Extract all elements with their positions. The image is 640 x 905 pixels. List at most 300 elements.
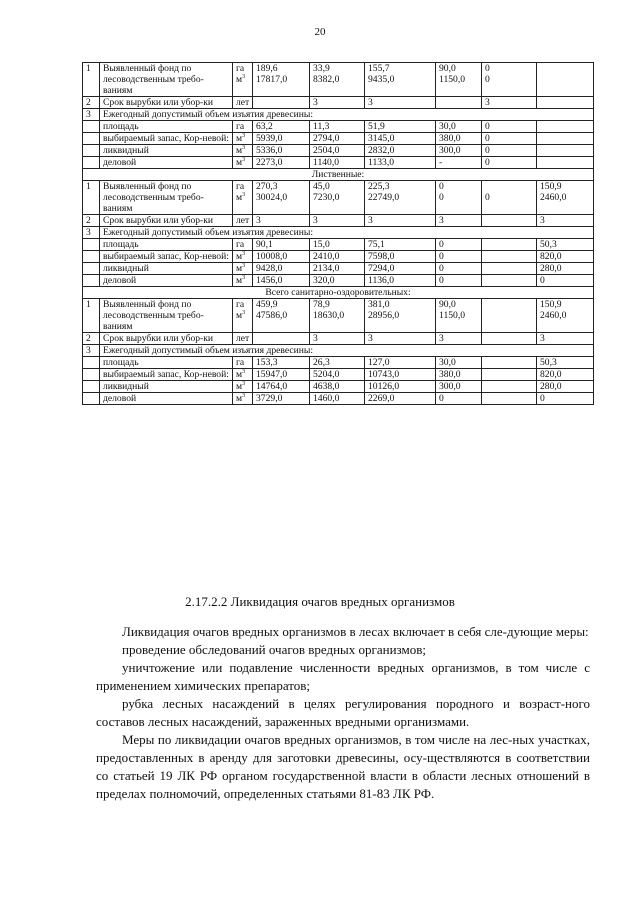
table-row xyxy=(83,109,594,121)
value-cell xyxy=(482,263,537,275)
table-row xyxy=(83,145,594,157)
unit-label: $м^3$ xyxy=(236,275,246,286)
value-cell xyxy=(436,121,482,133)
value-line: 1136,0 xyxy=(368,275,395,286)
table-row xyxy=(83,287,594,299)
indicator-name-cell: ликвидный xyxy=(100,145,233,157)
value-line: 155,7 xyxy=(368,63,390,74)
value-cell xyxy=(482,133,537,145)
value-line xyxy=(485,299,533,310)
value-line: 189,6 xyxy=(256,63,278,74)
value-cell xyxy=(436,63,482,97)
table-row xyxy=(83,263,594,275)
section-title-cell: Всего санитарно-оздоровительных: xyxy=(83,287,594,299)
value-cell xyxy=(253,263,310,275)
indicator-name-cell: площадь xyxy=(100,239,233,251)
value-cell xyxy=(310,145,365,157)
value-cell xyxy=(253,275,310,287)
value-cell xyxy=(253,357,310,369)
value-line: 0 xyxy=(540,393,545,404)
value-cell xyxy=(365,239,436,251)
row-number-cell xyxy=(83,157,100,169)
value-cell xyxy=(436,215,482,227)
value-cell xyxy=(365,381,436,393)
value-line: 5204,0 xyxy=(313,369,340,380)
value-line: 15,0 xyxy=(313,239,330,250)
paragraph: Меры по ликвидации очагов вредных организмов, в том числе на лес-ных участках, предоставленных в аренду для заготовки древесины, осу-ществляются в соответствии со статьей 19 ЛК РФ органом государственной власти в области лесных отношений в пределах полномочий, определенных статьями 81-83 ЛК РФ. xyxy=(96,732,590,801)
value-cell xyxy=(310,239,365,251)
value-cell xyxy=(253,145,310,157)
indicator-name-cell: деловой xyxy=(100,157,233,169)
value-cell xyxy=(537,357,594,369)
value-cell xyxy=(482,369,537,381)
value-cell xyxy=(537,263,594,275)
value-line: - xyxy=(439,157,443,168)
value-line: 90,1 xyxy=(256,239,273,250)
row-number-cell: 1 xyxy=(83,181,100,215)
value-cell xyxy=(436,97,482,109)
value-cell xyxy=(537,97,594,109)
value-line: 0 xyxy=(485,145,490,156)
value-line: 380,0 xyxy=(439,133,461,144)
value-line: 280,0 xyxy=(540,263,562,274)
indicator-name-cell: Выявленный фонд по лесоводственным требо-ваниям xyxy=(100,299,233,333)
value-cell xyxy=(253,299,310,333)
table-row xyxy=(83,133,594,145)
value-cell xyxy=(482,357,537,369)
value-cell xyxy=(537,299,594,333)
value-line: 380,0 xyxy=(439,369,461,380)
value-cell xyxy=(482,181,537,215)
value-cell xyxy=(310,215,365,227)
value-cell xyxy=(436,299,482,333)
value-line: 3145,0 xyxy=(368,133,395,144)
value-cell xyxy=(253,181,310,215)
value-cell xyxy=(310,381,365,393)
value-cell xyxy=(482,333,537,345)
value-line xyxy=(485,381,533,392)
value-cell xyxy=(537,181,594,215)
value-cell xyxy=(365,145,436,157)
value-line: 18630,0 xyxy=(313,310,345,321)
value-cell xyxy=(310,275,365,287)
value-line xyxy=(256,97,306,108)
unit-cell xyxy=(233,275,253,287)
value-cell xyxy=(436,275,482,287)
value-line xyxy=(485,369,533,380)
value-cell xyxy=(537,381,594,393)
value-line: 3 xyxy=(313,333,318,344)
unit-label: $м^3$ xyxy=(236,393,246,404)
value-line: 0 xyxy=(439,239,444,250)
value-line xyxy=(540,63,590,74)
value-line: 0 xyxy=(439,263,444,274)
table-row xyxy=(83,121,594,133)
value-line: 3 xyxy=(313,97,318,108)
table-row xyxy=(83,393,594,405)
value-line: 1133,0 xyxy=(368,157,395,168)
value-line: 11,3 xyxy=(313,121,330,132)
indicator-name-cell: выбираемый запас, Кор-невой: xyxy=(100,369,233,381)
value-cell xyxy=(365,157,436,169)
indicator-name-cell: Срок вырубки или убор-ки xyxy=(100,97,233,109)
value-line: 30,0 xyxy=(439,357,456,368)
value-line: 26,3 xyxy=(313,357,330,368)
value-cell xyxy=(253,393,310,405)
value-line: 0 xyxy=(485,74,490,85)
value-line xyxy=(540,97,590,108)
value-line xyxy=(485,310,533,321)
value-cell xyxy=(365,333,436,345)
value-cell xyxy=(365,97,436,109)
value-line: 150,9 xyxy=(540,299,562,310)
value-cell xyxy=(436,251,482,263)
value-line: 50,3 xyxy=(540,239,557,250)
table-row xyxy=(83,299,594,333)
unit-cell xyxy=(233,239,253,251)
value-cell xyxy=(537,393,594,405)
unit-cell xyxy=(233,381,253,393)
value-line: 280,0 xyxy=(540,381,562,392)
value-cell xyxy=(365,63,436,97)
value-line: 5939,0 xyxy=(256,133,283,144)
value-line xyxy=(485,275,533,286)
value-cell xyxy=(365,393,436,405)
table-row xyxy=(83,157,594,169)
unit-label: $м^3$ xyxy=(236,263,246,274)
value-line: 300,0 xyxy=(439,145,461,156)
row-number-cell xyxy=(83,133,100,145)
value-cell xyxy=(482,63,537,97)
row-number-cell xyxy=(83,393,100,405)
value-cell xyxy=(537,157,594,169)
value-line: 0 xyxy=(485,157,490,168)
value-line: 2269,0 xyxy=(368,393,395,404)
value-cell xyxy=(482,239,537,251)
indicator-name-cell: ликвидный xyxy=(100,381,233,393)
indicator-name-cell: Срок вырубки или убор-ки xyxy=(100,333,233,345)
unit-label: лет xyxy=(236,215,250,226)
row-number-cell xyxy=(83,357,100,369)
value-cell xyxy=(436,181,482,215)
value-line: 0 xyxy=(540,275,545,286)
value-line: 0 xyxy=(439,275,444,286)
value-cell xyxy=(253,381,310,393)
unit-cell xyxy=(233,369,253,381)
table-row xyxy=(83,63,594,97)
value-cell xyxy=(253,215,310,227)
row-number-cell: 1 xyxy=(83,63,100,97)
unit-label: лет xyxy=(236,333,250,344)
row-number-cell xyxy=(83,239,100,251)
value-line: 33,9 xyxy=(313,63,330,74)
table-row xyxy=(83,345,594,357)
row-number-cell: 3 xyxy=(83,345,100,357)
unit-label: га xyxy=(236,121,245,132)
value-line: 45,0 xyxy=(313,181,330,192)
value-line: 3729,0 xyxy=(256,393,283,404)
value-cell xyxy=(436,145,482,157)
unit-label: лет xyxy=(236,97,250,108)
value-cell xyxy=(482,275,537,287)
unit-cell xyxy=(233,393,253,405)
value-cell xyxy=(482,215,537,227)
indicator-name-cell: деловой xyxy=(100,393,233,405)
value-cell xyxy=(436,333,482,345)
value-cell xyxy=(482,121,537,133)
value-line: 5336,0 xyxy=(256,145,283,156)
value-line: 75,1 xyxy=(368,239,385,250)
value-cell xyxy=(365,263,436,275)
value-line: 3 xyxy=(485,97,490,108)
unit-label: $м^3$ xyxy=(236,192,246,203)
unit-label: га xyxy=(236,299,245,310)
row-number-cell: 3 xyxy=(83,227,100,239)
indicator-name-cell: ликвидный xyxy=(100,263,233,275)
value-cell xyxy=(365,299,436,333)
value-cell xyxy=(537,239,594,251)
value-line: 7598,0 xyxy=(368,251,395,262)
value-cell xyxy=(537,251,594,263)
value-cell xyxy=(436,393,482,405)
value-cell xyxy=(365,121,436,133)
value-line: 3 xyxy=(313,215,318,226)
value-line: 820,0 xyxy=(540,251,562,262)
value-line: 2134,0 xyxy=(313,263,340,274)
unit-label: $м^3$ xyxy=(236,251,246,262)
unit-label: $м^3$ xyxy=(236,157,246,168)
value-line: 2504,0 xyxy=(313,145,340,156)
value-cell xyxy=(482,251,537,263)
value-line xyxy=(485,263,533,274)
forest-data-table xyxy=(82,62,594,405)
indicator-name-cell: деловой xyxy=(100,275,233,287)
value-line: 0 xyxy=(439,192,444,203)
unit-cell xyxy=(233,299,253,333)
value-cell xyxy=(310,369,365,381)
indicator-name-cell: Срок вырубки или убор-ки xyxy=(100,215,233,227)
value-cell xyxy=(482,393,537,405)
value-line xyxy=(540,74,590,85)
table-row xyxy=(83,251,594,263)
value-line: 1150,0 xyxy=(439,310,466,321)
indicator-name-cell: Выявленный фонд по лесоводственным требо-ваниям xyxy=(100,181,233,215)
value-cell xyxy=(537,63,594,97)
value-line: 2832,0 xyxy=(368,145,395,156)
value-cell xyxy=(365,357,436,369)
unit-cell xyxy=(233,63,253,97)
value-line: 63,2 xyxy=(256,121,273,132)
value-line: 3 xyxy=(540,215,545,226)
value-line xyxy=(540,121,590,132)
value-line: 9435,0 xyxy=(368,74,395,85)
paragraph: рубка лесных насаждений в целях регулирования породного и возраст-ного составов лесных насаждений, зараженных вредными организмами. xyxy=(96,696,590,729)
value-cell xyxy=(436,357,482,369)
section-title-cell: Лиственные: xyxy=(83,169,594,181)
value-line: 1150,0 xyxy=(439,74,466,85)
value-line: 3 xyxy=(540,333,545,344)
value-line: 0 xyxy=(439,181,444,192)
value-line: 50,3 xyxy=(540,357,557,368)
value-line: 3 xyxy=(368,97,373,108)
unit-cell xyxy=(233,145,253,157)
value-line: 8382,0 xyxy=(313,74,340,85)
table-row xyxy=(83,381,594,393)
value-cell xyxy=(310,333,365,345)
value-line: 459,9 xyxy=(256,299,278,310)
value-line: 1140,0 xyxy=(313,157,340,168)
value-line: 0 xyxy=(439,393,444,404)
unit-label: $м^3$ xyxy=(236,381,246,392)
value-cell xyxy=(253,369,310,381)
value-line: 0 xyxy=(439,251,444,262)
table-row xyxy=(83,333,594,345)
row-number-cell: 2 xyxy=(83,215,100,227)
body-text xyxy=(96,623,590,803)
row-number-cell xyxy=(83,121,100,133)
value-cell xyxy=(310,157,365,169)
paragraph: уничтожение или подавление численности вредных организмов, в том числе с применением химических препаратов; xyxy=(96,660,590,693)
value-line: 9428,0 xyxy=(256,263,283,274)
value-line xyxy=(485,215,533,226)
value-line: 1456,0 xyxy=(256,275,283,286)
row-number-cell: 2 xyxy=(83,97,100,109)
unit-label: га xyxy=(236,181,245,192)
unit-cell xyxy=(233,215,253,227)
value-cell xyxy=(537,121,594,133)
value-cell xyxy=(537,275,594,287)
value-cell xyxy=(537,215,594,227)
value-cell xyxy=(253,333,310,345)
value-line: 3 xyxy=(439,215,444,226)
value-cell xyxy=(482,97,537,109)
value-line: 47586,0 xyxy=(256,310,288,321)
unit-label: $м^3$ xyxy=(236,74,246,85)
value-cell xyxy=(253,97,310,109)
value-line xyxy=(485,333,533,344)
value-cell xyxy=(436,239,482,251)
unit-cell xyxy=(233,157,253,169)
table-row xyxy=(83,275,594,287)
value-line: 28956,0 xyxy=(368,310,400,321)
value-line: 127,0 xyxy=(368,357,390,368)
value-line: 30,0 xyxy=(439,121,456,132)
indicator-name-cell: Выявленный фонд по лесоводственным требо-ваниям xyxy=(100,63,233,97)
value-cell xyxy=(253,121,310,133)
value-line: 2273,0 xyxy=(256,157,283,168)
value-line: 2460,0 xyxy=(540,192,567,203)
value-line: 2410,0 xyxy=(313,251,340,262)
value-line: 3 xyxy=(368,333,373,344)
value-cell xyxy=(436,369,482,381)
value-cell xyxy=(537,369,594,381)
value-cell xyxy=(436,381,482,393)
value-line: 3 xyxy=(368,215,373,226)
value-line: 90,0 xyxy=(439,63,456,74)
value-cell xyxy=(310,299,365,333)
value-line xyxy=(439,97,478,108)
value-line xyxy=(485,251,533,262)
value-line: 820,0 xyxy=(540,369,562,380)
value-line: 153,3 xyxy=(256,357,278,368)
value-cell xyxy=(310,133,365,145)
value-line: 320,0 xyxy=(313,275,335,286)
value-cell xyxy=(537,133,594,145)
value-cell xyxy=(365,181,436,215)
value-line: 150,9 xyxy=(540,181,562,192)
value-line xyxy=(256,333,306,344)
row-number-cell xyxy=(83,251,100,263)
value-line: 3 xyxy=(256,215,261,226)
unit-cell xyxy=(233,263,253,275)
value-line: 225,3 xyxy=(368,181,390,192)
value-cell xyxy=(482,157,537,169)
value-cell xyxy=(310,121,365,133)
paragraph: проведение обследований очагов вредных организмов; xyxy=(122,642,426,657)
value-line xyxy=(540,145,590,156)
value-line: 2794,0 xyxy=(313,133,340,144)
table-row xyxy=(83,239,594,251)
value-cell xyxy=(482,299,537,333)
value-cell xyxy=(253,251,310,263)
value-line: 78,9 xyxy=(313,299,330,310)
value-line: 4638,0 xyxy=(313,381,340,392)
unit-cell xyxy=(233,133,253,145)
value-cell xyxy=(253,239,310,251)
table-row xyxy=(83,169,594,181)
value-cell xyxy=(482,381,537,393)
value-cell xyxy=(310,97,365,109)
value-line: 1460,0 xyxy=(313,393,340,404)
table-row xyxy=(83,97,594,109)
value-line: 0 xyxy=(485,192,490,203)
subheader-cell: Ежегодный допустимый объем изъятия древесины: xyxy=(100,109,594,121)
table-row xyxy=(83,369,594,381)
value-cell xyxy=(310,63,365,97)
value-line: 7294,0 xyxy=(368,263,395,274)
value-line: 14764,0 xyxy=(256,381,288,392)
value-cell xyxy=(436,157,482,169)
value-line: 22749,0 xyxy=(368,192,400,203)
value-cell xyxy=(436,133,482,145)
value-line: 2460,0 xyxy=(540,310,567,321)
unit-cell xyxy=(233,357,253,369)
value-cell xyxy=(365,215,436,227)
indicator-name-cell: выбираемый запас, Кор-невой: xyxy=(100,251,233,263)
value-cell xyxy=(253,63,310,97)
row-number-cell: 2 xyxy=(83,333,100,345)
value-line xyxy=(540,157,590,168)
value-cell xyxy=(365,369,436,381)
value-cell xyxy=(310,393,365,405)
value-line: 7230,0 xyxy=(313,192,340,203)
value-cell xyxy=(310,263,365,275)
section-heading: 2.17.2.2 Ликвидация очагов вредных организмов xyxy=(185,594,455,609)
value-line: 17817,0 xyxy=(256,74,288,85)
unit-cell xyxy=(233,181,253,215)
row-number-cell xyxy=(83,263,100,275)
value-cell xyxy=(365,133,436,145)
value-cell xyxy=(253,133,310,145)
value-cell xyxy=(482,145,537,157)
value-cell xyxy=(310,181,365,215)
unit-cell xyxy=(233,251,253,263)
value-line xyxy=(485,181,533,192)
unit-label: га xyxy=(236,63,245,74)
unit-label: га xyxy=(236,239,245,250)
unit-cell xyxy=(233,121,253,133)
indicator-name-cell: площадь xyxy=(100,357,233,369)
